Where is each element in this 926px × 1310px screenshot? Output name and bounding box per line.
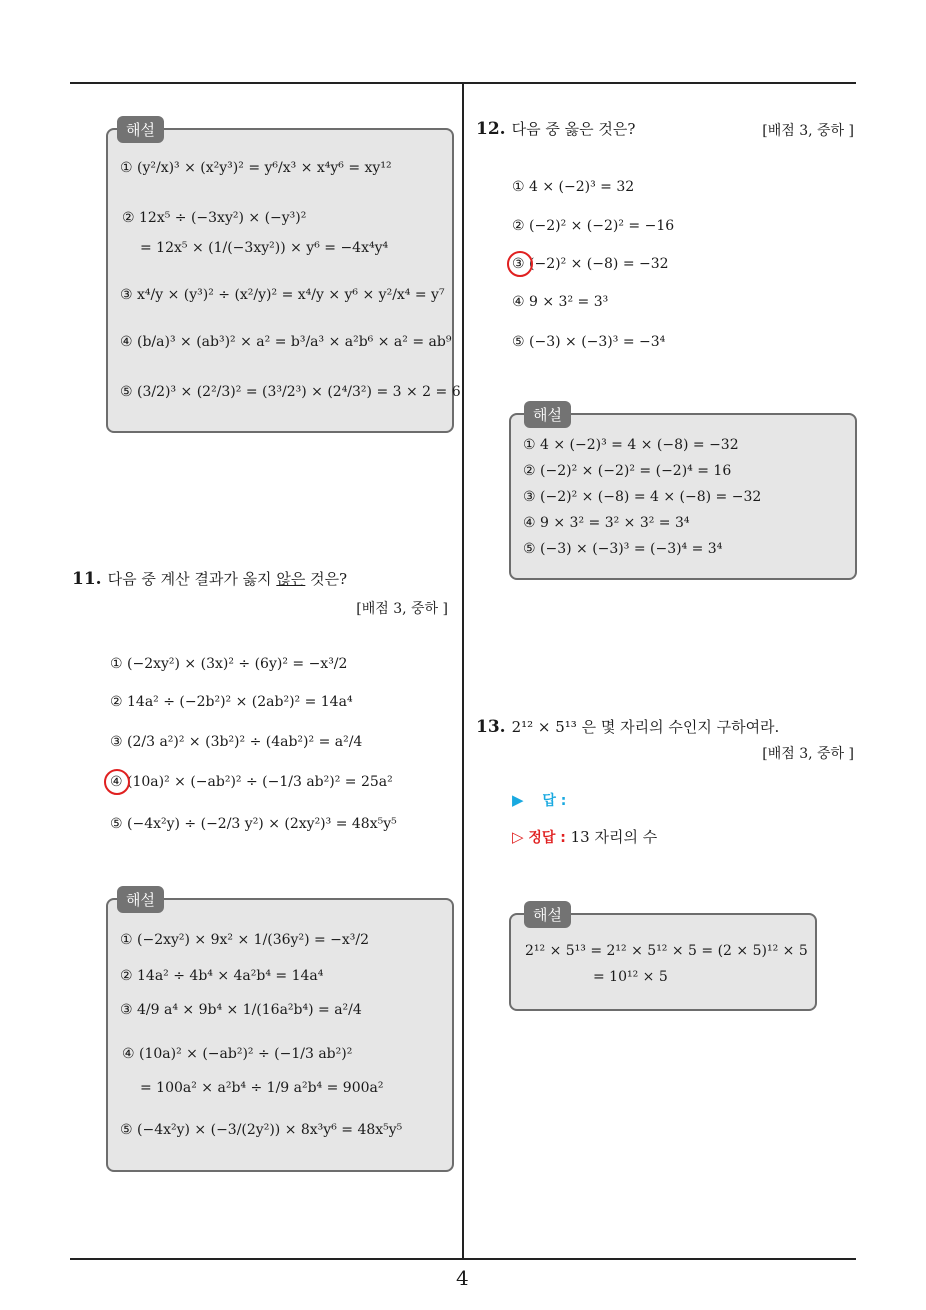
question-text: 다음 중 옳은 것은? xyxy=(511,120,636,138)
solution-row xyxy=(512,826,657,847)
question-emphasis: 않은 xyxy=(276,570,306,588)
question-text-end: 것은? xyxy=(305,570,348,588)
question-13-points: [배점 3, 중하 ] xyxy=(762,746,854,762)
play-arrow-icon: ▶ xyxy=(512,791,524,809)
question-text: 다음 중 계산 결과가 옳지 xyxy=(107,570,277,588)
explanation-line: ③ 4/9 a⁴ × 9b⁴ × 1/(16a²b⁴) = a²/4 xyxy=(120,1002,362,1018)
explanation-label: 해설 xyxy=(117,886,164,913)
question-number: 11. xyxy=(72,569,102,589)
page-number: 4 xyxy=(456,1266,469,1290)
option-4[interactable]: ④ 9 × 3² = 3³ xyxy=(512,294,609,310)
outline-arrow-icon: ▷ xyxy=(512,828,524,846)
question-number: 12. xyxy=(476,119,506,139)
option-2[interactable]: ② (−2)² × (−2)² = −16 xyxy=(512,218,675,234)
explanation-line: ④ (b/a)³ × (ab³)² × a² = b³/a³ × a²b⁶ × a² = ab⁹ xyxy=(120,334,452,350)
explanation-box-11 xyxy=(106,898,454,1172)
column-divider xyxy=(462,84,464,1260)
question-12-points: [배점 3, 중하 ] xyxy=(762,123,854,139)
explanation-line: 2¹² × 5¹³ = 2¹² × 5¹² × 5 = (2 × 5)¹² × 5 xyxy=(525,943,808,959)
option-1[interactable]: ① (−2xy²) × (3x)² ÷ (6y)² = −x³/2 xyxy=(110,656,348,672)
solution-value: 13 자리의 수 xyxy=(570,828,658,846)
explanation-line: ④ (10a)² × (−ab²)² ÷ (−1/3 ab²)² xyxy=(122,1046,353,1062)
option-2[interactable]: ② 14a² ÷ (−2b²)² × (2ab²)² = 14a⁴ xyxy=(110,694,353,710)
explanation-line: = 10¹² × 5 xyxy=(593,969,668,985)
explanation-line: ③ x⁴/y × (y³)² ÷ (x²/y)² = x⁴/y × y⁶ × y²/x⁴ = y⁷ xyxy=(120,287,445,303)
explanation-line: = 12x⁵ × (1/(−3xy²)) × y⁶ = −4x⁴y⁴ xyxy=(140,240,389,256)
explanation-line: ③ (−2)² × (−8) = 4 × (−8) = −32 xyxy=(523,489,762,505)
explanation-label: 해설 xyxy=(117,116,164,143)
solution-label: 정답 : xyxy=(528,830,566,846)
option-3[interactable]: ③ (2/3 a²)² × (3b²)² ÷ (4ab²)² = a²/4 xyxy=(110,734,363,750)
explanation-line: ⑤ (3/2)³ × (2²/3)² = (3³/2³) × (2⁴/3²) = 3 × 2 = 6 xyxy=(120,384,461,400)
explanation-line: = 100a² × a²b⁴ ÷ 1/9 a²b⁴ = 900a² xyxy=(140,1080,384,1096)
explanation-line: ② 12x⁵ ÷ (−3xy²) × (−y³)² xyxy=(122,210,307,226)
question-11-points: [배점 3, 중하 ] xyxy=(356,601,448,617)
answer-label: 답 : xyxy=(542,793,567,809)
option-5[interactable]: ⑤ (−3) × (−3)³ = −3⁴ xyxy=(512,334,666,350)
question-13-text xyxy=(476,716,779,737)
answer-circle-mark xyxy=(104,769,130,795)
explanation-line: ④ 9 × 3² = 3² × 3² = 3⁴ xyxy=(523,515,690,531)
option-1[interactable]: ① 4 × (−2)³ = 32 xyxy=(512,179,635,195)
explanation-box-12 xyxy=(509,413,857,580)
question-text: 2¹² × 5¹³ 은 몇 자리의 수인지 구하여라. xyxy=(511,718,780,736)
answer-row xyxy=(512,790,566,810)
option-4[interactable]: ④ (10a)² × (−ab²)² ÷ (−1/3 ab²)² = 25a² xyxy=(110,774,393,790)
explanation-box-10 xyxy=(106,128,461,433)
explanation-line: ① (−2xy²) × 9x² × 1/(36y²) = −x³/2 xyxy=(120,932,370,948)
question-11-text xyxy=(72,568,347,589)
answer-circle-mark xyxy=(507,251,533,277)
bottom-rule xyxy=(70,1258,856,1260)
explanation-line: ① 4 × (−2)³ = 4 × (−8) = −32 xyxy=(523,437,739,453)
explanation-line: ⑤ (−4x²y) × (−3/(2y²)) × 8x³y⁶ = 48x⁵y⁵ xyxy=(120,1122,403,1138)
option-3[interactable]: ③ (−2)² × (−8) = −32 xyxy=(512,256,669,272)
explanation-label: 해설 xyxy=(524,401,571,428)
explanation-line: ② (−2)² × (−2)² = (−2)⁴ = 16 xyxy=(523,463,732,479)
explanation-line: ② 14a² ÷ 4b⁴ × 4a²b⁴ = 14a⁴ xyxy=(120,968,324,984)
explanation-label: 해설 xyxy=(524,901,571,928)
explanation-line: ① (y²/x)³ × (x²y³)² = y⁶/x³ × x⁴y⁶ = xy¹² xyxy=(120,160,392,176)
option-5[interactable]: ⑤ (−4x²y) ÷ (−2/3 y²) × (2xy²)³ = 48x⁵y⁵ xyxy=(110,816,397,832)
question-number: 13. xyxy=(476,717,506,737)
explanation-line: ⑤ (−3) × (−3)³ = (−3)⁴ = 3⁴ xyxy=(523,541,723,557)
question-12-text xyxy=(476,118,635,139)
